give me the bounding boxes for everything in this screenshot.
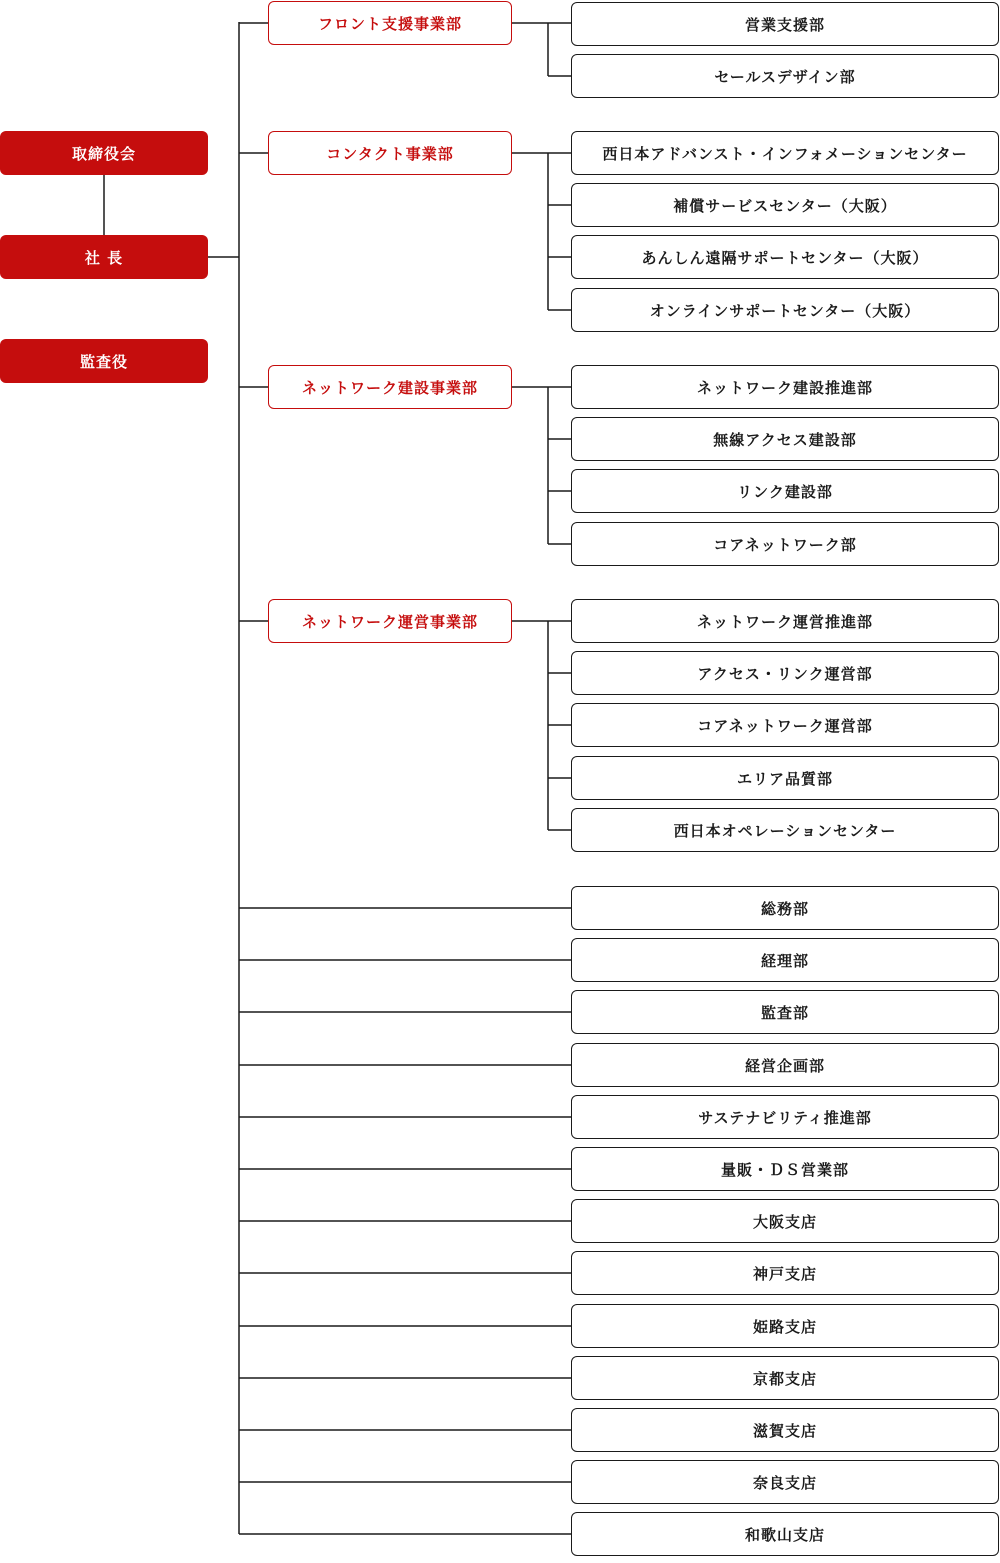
unit-box xyxy=(571,183,999,227)
department-box xyxy=(571,1095,999,1139)
department-box-label: 姫路支店 xyxy=(752,1317,817,1336)
department-box xyxy=(571,1356,999,1400)
division-box xyxy=(268,599,512,643)
unit-box-label: アクセス・リンク運営部 xyxy=(697,664,873,683)
department-box-label: 大阪支店 xyxy=(752,1212,817,1231)
department-box-label: 和歌山支店 xyxy=(744,1525,825,1544)
auditor-label: 監査役 xyxy=(79,352,128,371)
division-box xyxy=(268,131,512,175)
division-box-label: コンタクト事業部 xyxy=(326,144,454,163)
department-box xyxy=(571,1147,999,1191)
unit-box-label: コアネットワーク運営部 xyxy=(697,716,873,735)
unit-box xyxy=(571,365,999,409)
department-box-label: 滋賀支店 xyxy=(752,1421,817,1440)
department-box-label: 総務部 xyxy=(760,899,809,918)
division-box-label: フロント支援事業部 xyxy=(317,14,462,33)
division-box-label: ネットワーク建設事業部 xyxy=(301,378,478,397)
department-box-label: サステナビリティ推進部 xyxy=(698,1108,872,1127)
unit-box xyxy=(571,235,999,279)
department-box-label: 奈良支店 xyxy=(752,1473,817,1492)
department-box xyxy=(571,1460,999,1504)
department-box xyxy=(571,1251,999,1295)
department-box-label: 経営企画部 xyxy=(744,1056,825,1075)
department-box xyxy=(571,990,999,1034)
unit-box-label: ネットワーク運営推進部 xyxy=(696,612,873,631)
division-box-label: ネットワーク運営事業部 xyxy=(301,612,478,631)
unit-box xyxy=(571,808,999,852)
president-box xyxy=(0,235,208,279)
division-box xyxy=(268,365,512,409)
department-box xyxy=(571,1199,999,1243)
unit-box xyxy=(571,54,999,98)
board-of-directors-label: 取締役会 xyxy=(71,144,136,163)
unit-box-label: 営業支援部 xyxy=(744,15,825,34)
unit-box xyxy=(571,288,999,332)
unit-box-label: オンラインサポートセンター（大阪） xyxy=(649,301,921,320)
president-label: 社 長 xyxy=(84,248,124,267)
department-box-label: 京都支店 xyxy=(752,1369,817,1388)
unit-box-label: セールスデザイン部 xyxy=(714,67,856,86)
unit-box xyxy=(571,703,999,747)
unit-box-label: エリア品質部 xyxy=(736,769,833,788)
board-of-directors-box xyxy=(0,131,208,175)
unit-box-label: 無線アクセス建設部 xyxy=(713,430,857,449)
unit-box xyxy=(571,469,999,513)
unit-box-label: 西日本オペレーションセンター xyxy=(673,821,897,840)
unit-box-label: リンク建設部 xyxy=(737,482,833,501)
unit-box-label: コアネットワーク部 xyxy=(713,535,857,554)
unit-box xyxy=(571,599,999,643)
department-box xyxy=(571,938,999,982)
department-box-label: 経理部 xyxy=(760,951,809,970)
unit-box xyxy=(571,131,999,175)
department-box-label: 量販・ＤＳ営業部 xyxy=(720,1160,849,1179)
unit-box-label: 西日本アドバンスト・インフォメーションセンター xyxy=(602,144,968,163)
unit-box xyxy=(571,756,999,800)
unit-box-label: 補償サービスセンター（大阪） xyxy=(673,196,897,215)
auditor-box xyxy=(0,339,208,383)
department-box xyxy=(571,1512,999,1556)
unit-box xyxy=(571,522,999,566)
department-box xyxy=(571,1408,999,1452)
department-box-label: 監査部 xyxy=(760,1003,809,1022)
unit-box xyxy=(571,2,999,46)
unit-box xyxy=(571,651,999,695)
department-box xyxy=(571,886,999,930)
department-box xyxy=(571,1043,999,1087)
unit-box-label: あんしん遠隔サポートセンター（大阪） xyxy=(641,248,929,267)
department-box-label: 神戸支店 xyxy=(752,1264,817,1283)
department-box xyxy=(571,1304,999,1348)
unit-box xyxy=(571,417,999,461)
division-box xyxy=(268,1,512,45)
unit-box-label: ネットワーク建設推進部 xyxy=(696,378,873,397)
